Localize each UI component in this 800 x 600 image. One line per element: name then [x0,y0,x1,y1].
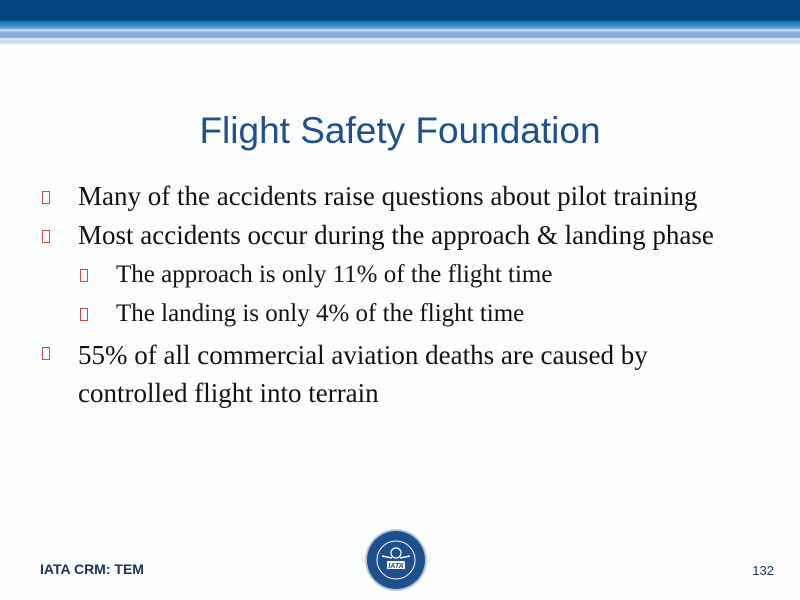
bullet-icon [80,269,88,282]
bullet-icon [42,347,50,360]
sub-bullet-item [78,258,760,291]
bullet-text: Many of the accidents raise questions about pilot training [78,181,698,211]
bullet-text: The approach is only 11% of the flight time [116,261,553,288]
bullet-text: Most accidents occur during the approach & landing phase [78,220,714,250]
footer-label: IATA CRM: TEM [40,561,144,577]
bullet-item [40,180,760,213]
bullet-icon [42,191,50,204]
bullet-text: 55% of all commercial aviation deaths are caused by controlled flight into terrain [78,340,648,408]
page-number: 132 [752,563,774,578]
bullet-icon [80,308,88,321]
sub-bullet-item [78,297,760,330]
header-bar [0,0,800,45]
bullet-item [40,219,760,252]
bullet-item [40,336,760,412]
bullet-text: The landing is only 4% of the flight time [116,300,525,327]
bullet-list [40,180,760,418]
slide-title: Flight Safety Foundation [199,110,601,151]
svg-text:IATA: IATA [388,563,404,570]
iata-logo-icon [364,528,428,592]
bullet-icon [42,230,50,243]
